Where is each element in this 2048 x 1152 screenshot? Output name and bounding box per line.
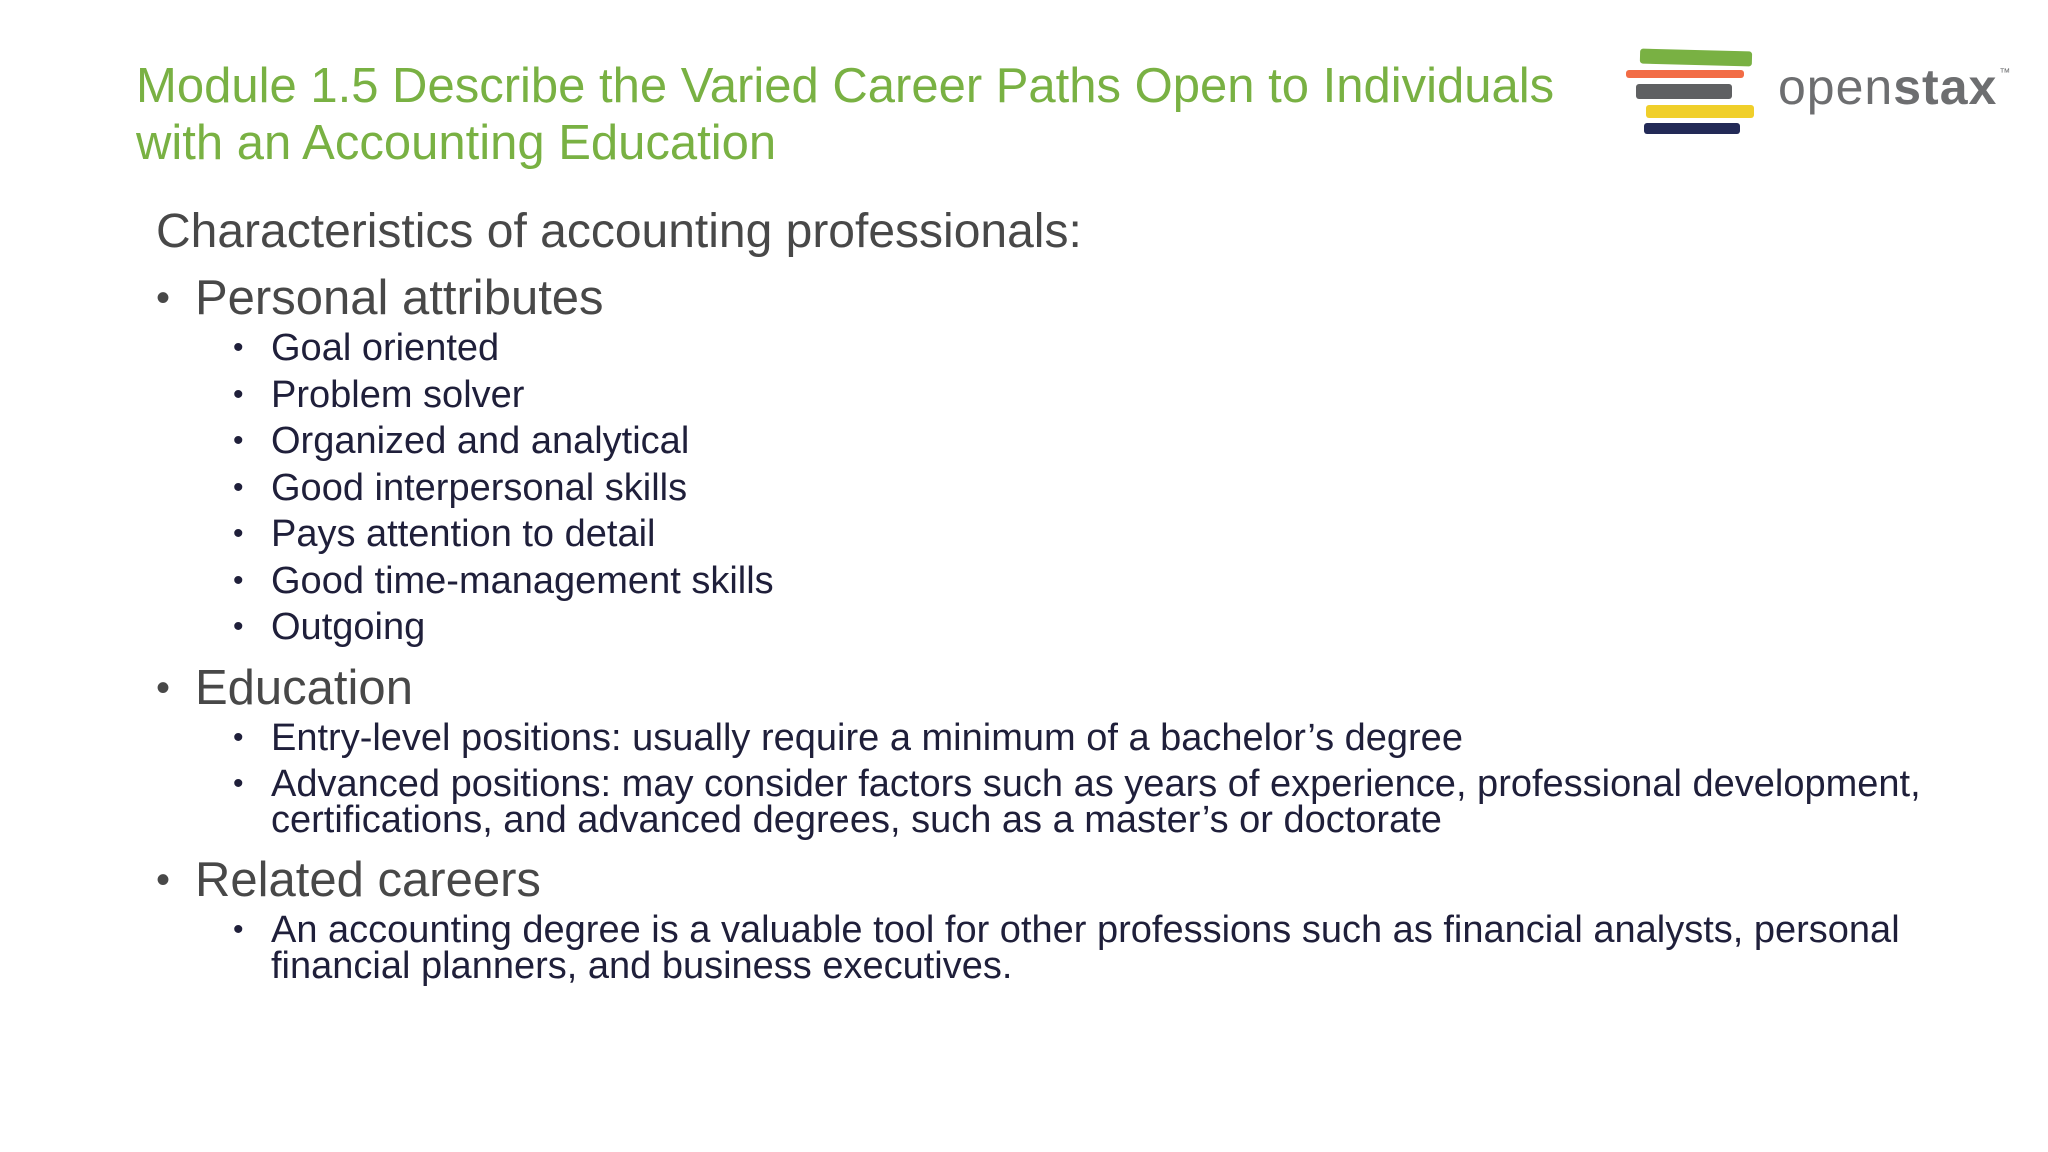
list-item — [233, 606, 1996, 648]
logo-text-bold: stax — [1893, 59, 1998, 115]
slide-heading: Characteristics of accounting professionals: — [156, 205, 1082, 258]
logo-book-navy — [1644, 123, 1740, 134]
careers-list — [195, 908, 1996, 987]
logo-trademark: ™ — [1999, 67, 2012, 79]
list-item-text: Outgoing — [271, 606, 426, 648]
bullet-icon: • — [233, 331, 244, 364]
logo-book-gray — [1636, 84, 1732, 99]
section-personal-attributes — [156, 266, 1996, 648]
list-item — [233, 327, 1996, 369]
list-item-text: An accounting degree is a valuable tool for other professions such as financial analysts, personal financial planners, and business executives. — [271, 908, 1900, 987]
bullet-icon: • — [233, 517, 244, 550]
list-item — [233, 420, 1996, 462]
logo-book-orange — [1626, 70, 1744, 78]
bullet-icon: • — [233, 470, 244, 504]
section-label: Related careers — [195, 852, 541, 907]
bullet-icon: • — [156, 276, 171, 320]
section-list — [156, 266, 1996, 987]
bullet-icon: • — [233, 424, 244, 457]
section-related-careers — [156, 848, 1996, 987]
list-item-text: Advanced positions: may consider factors such as years of experience, professional development, certifications, and advanced degrees, such as a master’s or doctorate — [271, 762, 1921, 841]
bullet-icon: • — [233, 610, 244, 643]
education-list — [195, 716, 1996, 841]
section-education — [156, 656, 1996, 841]
logo-wordmark — [1778, 58, 2011, 116]
bullet-icon: • — [233, 912, 244, 946]
list-item-text: Entry-level positions: usually require a minimum of a bachelor’s degree — [271, 716, 1463, 759]
bullet-icon: • — [233, 377, 244, 411]
list-item — [233, 373, 1996, 416]
list-item-text: Organized and analytical — [271, 420, 690, 462]
list-item — [233, 559, 1996, 602]
bullet-icon: • — [233, 720, 244, 754]
bullet-icon: • — [156, 665, 171, 710]
list-item — [233, 513, 1996, 555]
bullet-icon: • — [156, 857, 171, 902]
slide-title: Module 1.5 Describe the Varied Career Paths Open to Individuals with an Accounting Education — [136, 59, 1555, 170]
bullet-icon: • — [233, 766, 244, 800]
list-item — [233, 762, 1996, 841]
openstax-books-icon — [1622, 46, 1762, 142]
openstax-logo — [1622, 46, 2012, 142]
section-label: Personal attributes — [195, 271, 604, 325]
logo-text-regular: open — [1778, 59, 1894, 115]
attribute-list — [195, 327, 1996, 648]
list-item-text: Good time-management skills — [271, 559, 774, 602]
list-item-text: Problem solver — [271, 373, 525, 416]
logo-book-green — [1640, 49, 1752, 67]
list-item — [233, 908, 1996, 987]
slide-body — [156, 200, 1996, 994]
list-item-text: Goal oriented — [271, 327, 500, 369]
list-item — [233, 466, 1996, 509]
list-item-text: Pays attention to detail — [271, 513, 656, 555]
logo-book-yellow — [1646, 105, 1754, 118]
section-label: Education — [195, 660, 413, 715]
list-item — [233, 716, 1996, 759]
bullet-icon: • — [233, 563, 244, 597]
list-item-text: Good interpersonal skills — [271, 466, 688, 509]
